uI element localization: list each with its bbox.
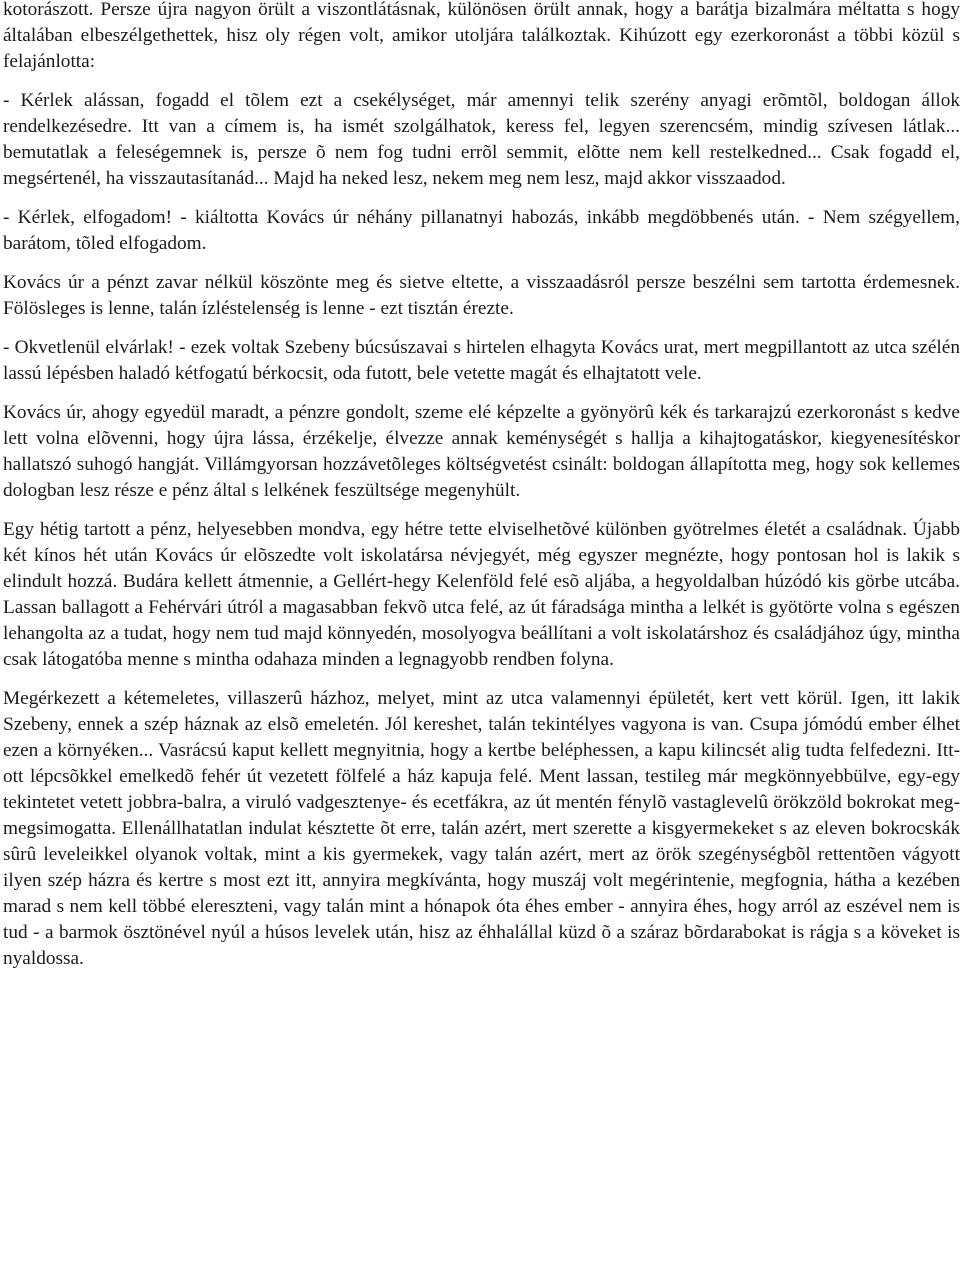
paragraph-4: Kovács úr a pénzt zavar nélkül köszönte meg és sietve eltette, a visszaadásról persze beszélni sem tartotta érdemesnek. Fölösleges is lenne, talán ízléstelenség is lenne - ezt tisztán érezte. xyxy=(3,272,960,319)
paragraph-6: Kovács úr, ahogy egyedül maradt, a pénzre gondolt, szeme elé képzelte a gyönyörû kék és tarkarajzú ezerkoronást s kedve lett volna elõvenni, hogy újra lássa, érzékelje, élvezze annak keménységét s hallja a kihajtogatáskor, kiegyenesítéskor hallatszó suhogó hangját. Villámgyorsan hozzávetõleges költségvetést csinált: boldogan állapította meg, hogy sok kellemes dologban lesz része e pénz által s lelkének feszültsége megenyhült. xyxy=(3,402,960,501)
paragraph-5: - Okvetlenül elvárlak! - ezek voltak Szebeny búcsúszavai s hirtelen elhagyta Kovács urat, mert megpillantott az utca szélén lassú lépésben haladó kétfogatú bérkocsit, oda futott, bele vetette magát és elhajtatott vele. xyxy=(3,337,960,384)
paragraph-3: - Kérlek, elfogadom! - kiáltotta Kovács úr néhány pillanatnyi habozás, inkább megdöbbenés után. - Nem szégyellem, barátom, tõled elfogadom. xyxy=(3,207,960,254)
document-page xyxy=(3,0,960,985)
paragraph-1: kotorászott. Persze újra nagyon örült a viszontlátásnak, különösen örült annak, hogy a barátja bizalmára méltatta s hogy általában elbeszélgethettek, hisz oly régen volt, amikor utoljára találkoztak. Kihúzott egy ezerkoronást a többi közül s felajánlotta: xyxy=(3,0,960,72)
paragraph-8: Megérkezett a kétemeletes, villaszerû házhoz, melyet, mint az utca valamennyi épületét, kert vett körül. Igen, itt lakik Szebeny, ennek a szép háznak az elsõ emeletén. Jól kereshet, talán tekintélyes vagyona is van. Csupa jómódú ember élhet ezen a környéken... Vasrácsú kaput kellett megnyitnia, hogy a kertbe beléphessen, a kapu kilincsét alig tudta felfedezni. Itt-ott lépcsõkkel emelkedõ fehér út vezetett fölfelé a ház kapuja felé. Ment lassan, testileg már megkönnyebbülve, egy-egy tekintetet vetett jobbra-balra, a viruló vadgesztenye- és ecetfákra, az út mentén fénylõ vastaglevelû örökzöld bokrokat meg-megsimogatta. Ellenállhatatlan indulat késztette õt erre, talán azért, mert szerette a kisgyermekeket s az eleven bokrocskák sûrû leveleikkel olyanok voltak, mint a kis gyermekek, vagy talán azért, mert az örök szegénységbõl rettentõen vágyott ilyen szép házra és kertre s most ezt itt, annyira megkívánta, hogy muszáj volt megérintenie, megfognia, hátha a kezében marad s nem kell többé elereszteni, vagy talán mint a hónapok óta éhes ember - annyira éhes, hogy arról az eszével nem is tud - a barmok ösztönével nyúl a húsos levelek után, hisz az éhhalállal küzd õ a száraz bõrdarabokat is rágja s a köveket is nyaldossa. xyxy=(3,688,960,969)
paragraph-2: - Kérlek alássan, fogadd el tõlem ezt a csekélységet, már amennyi telik szerény anyagi erõmtõl, boldogan állok rendelkezésedre. Itt van a címem is, ha ismét szolgálhatok, keress fel, legyen szerencsém, mindig szívesen látlak... bemutatlak a feleségemnek is, persze õ nem fog tudni errõl semmit, elõtte nem kell restelkedned... Csak fogadd el, megsértenél, ha visszautasítanád... Majd ha neked lesz, nekem meg nem lesz, majd akkor visszaadod. xyxy=(3,90,960,189)
paragraph-7: Egy hétig tartott a pénz, helyesebben mondva, egy hétre tette elviselhetõvé különben gyötrelmes életét a családnak. Újabb két kínos hét után Kovács úr elõszedte volt iskolatársa névjegyét, még egyszer megnézte, hogy pontosan hol is lakik s elindult hozzá. Budára kellett átmennie, a Gellért-hegy Kelenföld felé esõ aljába, a hegyoldalban húzódó kis görbe utcába. Lassan ballagott a Fehérvári útról a magasabban fekvõ utca felé, az út fáradsága mintha a lelkét is gyötörte volna s egészen lehangolta az a tudat, hogy nem tud majd könnyedén, mosolyogva beállítani a volt iskolatárshoz és családjához úgy, mintha csak látogatóba menne s mintha odahaza minden a legnagyobb rendben folyna. xyxy=(3,519,960,670)
